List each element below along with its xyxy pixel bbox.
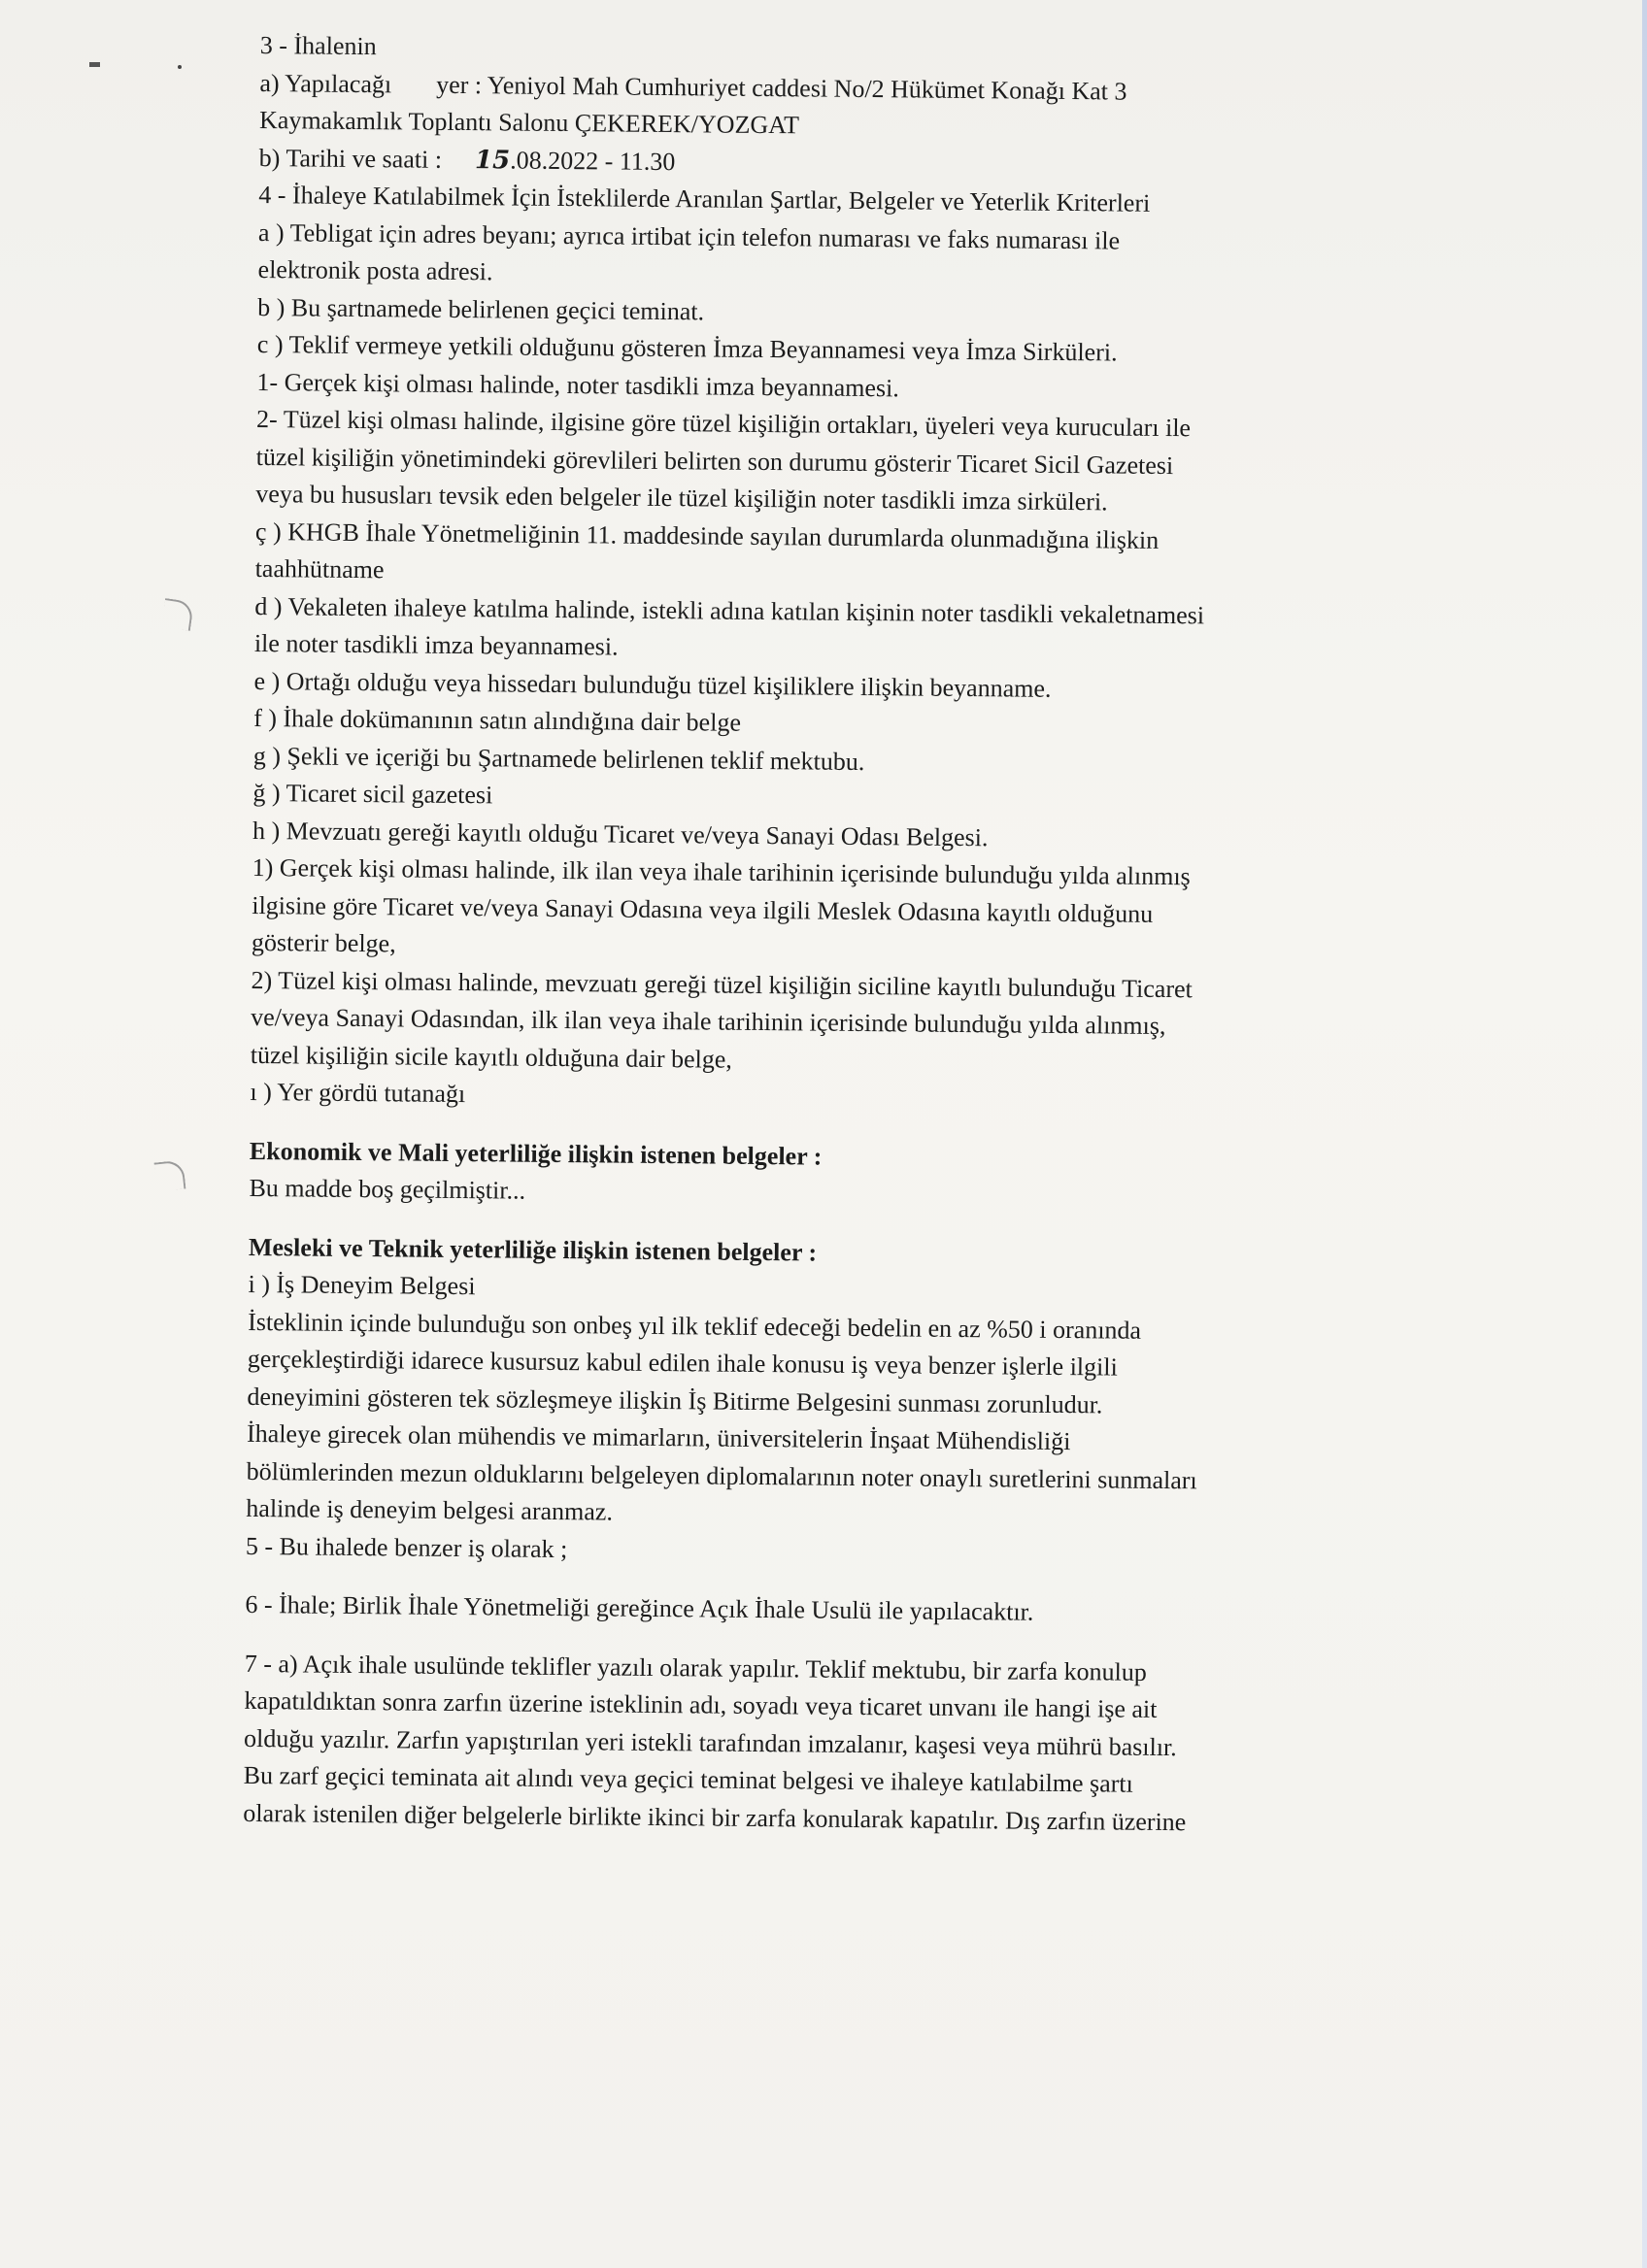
section-heading-economic: Ekonomik ve Mali yeterliliğe ilişkin istenen belgeler :: [249, 1136, 823, 1171]
text-line: Bu zarf geçici teminata ait alındı veya geçici teminat belgesi ve ihaleye katılabilme şartı: [243, 1760, 1133, 1798]
text-line: kapatıldıktan sonra zarfın üzerine isteklinin adı, soyadı veya ticaret unvanı ile hangi işe ait: [244, 1685, 1158, 1723]
text-line: gösterir belge,: [251, 927, 396, 958]
text-line: taahhütname: [254, 553, 385, 584]
document-body: [243, 27, 1426, 1843]
text-line: 6 - İhale; Birlik İhale Yönetmeliği gereğince Açık İhale Usulü ile yapılacaktır.: [245, 1589, 1034, 1626]
field-value: yer : Yeniyol Mah Cumhuriyet caddesi No/2 Hükümet Konağı Kat 3: [436, 70, 1127, 106]
text-line: 5 - Bu ihalede benzer iş olarak ;: [245, 1531, 568, 1563]
text-line: ğ ) Ticaret sicil gazetesi: [252, 778, 493, 810]
text-line: b ) Bu şartnamede belirlenen geçici teminat.: [257, 292, 705, 325]
text-line: ç ) KHGB İhale Yönetmeliğinin 11. maddesinde sayılan durumlarda olunmadığına ilişkin: [254, 517, 1160, 554]
text-line: İhaleye girecek olan mühendis ve mimarların, üniversitelerin İnşaat Mühendisliği: [246, 1418, 1071, 1456]
handwritten-date: 15: [474, 145, 511, 175]
text-line: veya bu hususları tevsik eden belgeler ile tüzel kişiliğin noter tasdikli imza sirküleri.: [255, 479, 1108, 517]
text-line: deneyimini gösteren tek sözleşmeye ilişkin İş Bitirme Belgesini sunması zorunludur.: [247, 1382, 1103, 1418]
text-line: 1) Gerçek kişi olması halinde, ilk ilan veya ihale tarihinin içerisinde bulunduğu yılda alınmış: [252, 852, 1191, 891]
text-line: e ) Ortağı olduğu veya hissedarı bulunduğu tüzel kişiliklere ilişkin beyanname.: [253, 666, 1052, 703]
scan-edge: [1642, 0, 1647, 2268]
text-line: halinde iş deneyim belgesi aranmaz.: [246, 1493, 614, 1526]
text-line: elektronik posta adresi.: [257, 254, 493, 286]
text-line: ilgisine göre Ticaret ve/veya Sanayi Odasına veya ilgili Meslek Odasına kayıtlı olduğunu: [252, 890, 1154, 928]
text-line: 1- Gerçek kişi olması halinde, noter tasdikli imza beyannamesi.: [256, 367, 899, 402]
text-line: olarak istenilen diğer belgelerle birlikte ikinci bir zarfa konularak kapatılır. Dış zarfın üzerine: [243, 1798, 1187, 1836]
text-line: c ) Teklif vermeye yetkili olduğunu gösteren İmza Beyannamesi veya İmza Sirküleri.: [256, 329, 1118, 367]
text-line: Kaymakamlık Toplantı Salonu ÇEKEREK/YOZGAT: [258, 105, 800, 140]
section-heading: 3 - İhalenin: [259, 30, 377, 61]
margin-dot-mark: [178, 65, 182, 69]
text-line: ve/veya Sanayi Odasından, ilk ilan veya ihale tarihinin içerisinde bulunduğu yılda alınmış,: [251, 1002, 1166, 1040]
text-line: 2) Tüzel kişi olması halinde, mevzuatı gereği tüzel kişiliğin siciline kayıtlı bulunduğu Ticaret: [251, 965, 1193, 1003]
section-heading-technical: Mesleki ve Teknik yeterliliğe ilişkin istenen belgeler :: [248, 1232, 818, 1267]
text-line: İsteklinin içinde bulunduğu son onbeş yıl ilk teklif edeceği bedelin en az %50 i oranında: [248, 1307, 1142, 1345]
text-line: g ) Şekli ve içeriği bu Şartnamede belirlenen teklif mektubu.: [252, 741, 865, 776]
text-line: f ) İhale dokümanının satın alındığına dair belge: [253, 703, 742, 737]
text-line: tüzel kişiliğin yönetimindeki görevlileri belirten son durumu gösterir Ticaret Sicil Gazetesi: [255, 442, 1174, 480]
field-label: b) Tarihi ve saati :: [258, 143, 443, 174]
text-line: olduğu yazılır. Zarfın yapıştırılan yeri istekli tarafından imzalanır, kaşesi veya mührü basılır.: [243, 1723, 1177, 1761]
margin-dash-mark: [89, 62, 100, 67]
field-label: a) Yapılacağı: [259, 68, 392, 98]
text-line: tüzel kişiliğin sicile kayıtlı olduğuna dair belge,: [250, 1040, 733, 1074]
text-line: 2- Tüzel kişi olması halinde, ilgisine göre tüzel kişiliğin ortakları, üyeleri veya kurucuları ile: [255, 404, 1192, 443]
text-line: ile noter tasdikli imza beyannamesi.: [253, 628, 619, 661]
text-line: d ) Vekaleten ihaleye katılma halinde, istekli adına katılan kişinin noter tasdikli vekaletnamesi: [254, 591, 1205, 629]
field-value: .08.2022 - 11.30: [510, 145, 676, 176]
text-line: h ) Mevzuatı gereği kayıtlı olduğu Ticaret ve/veya Sanayi Odası Belgesi.: [252, 816, 989, 851]
text-line: Bu madde boş geçilmiştir...: [249, 1173, 526, 1205]
text-line: bölümlerinden mezun olduklarını belgeleyen diplomalarının noter onaylı suretlerini sunmaları: [246, 1456, 1197, 1494]
text-line: ı ) Yer gördü tutanağı: [250, 1077, 466, 1109]
text-line: gerçekleştirdiği idarece kusursuz kabul edilen ihale konusu iş veya benzer işlerle ilgili: [247, 1344, 1118, 1382]
text-line: 7 - a) Açık ihale usulünde teklifler yazılı olarak yapılır. Teklif mektubu, bir zarfa konulup: [244, 1649, 1148, 1686]
text-line: a ) Tebligat için adres beyanı; ayrıca irtibat için telefon numarası ve faks numarası ile: [257, 217, 1121, 255]
text-line: i ) İş Deneyim Belgesi: [248, 1269, 476, 1301]
section-heading: 4 - İhaleye Katılabilmek İçin İsteklilerde Aranılan Şartlar, Belgeler ve Yeterlik Kriterleri: [258, 180, 1151, 217]
